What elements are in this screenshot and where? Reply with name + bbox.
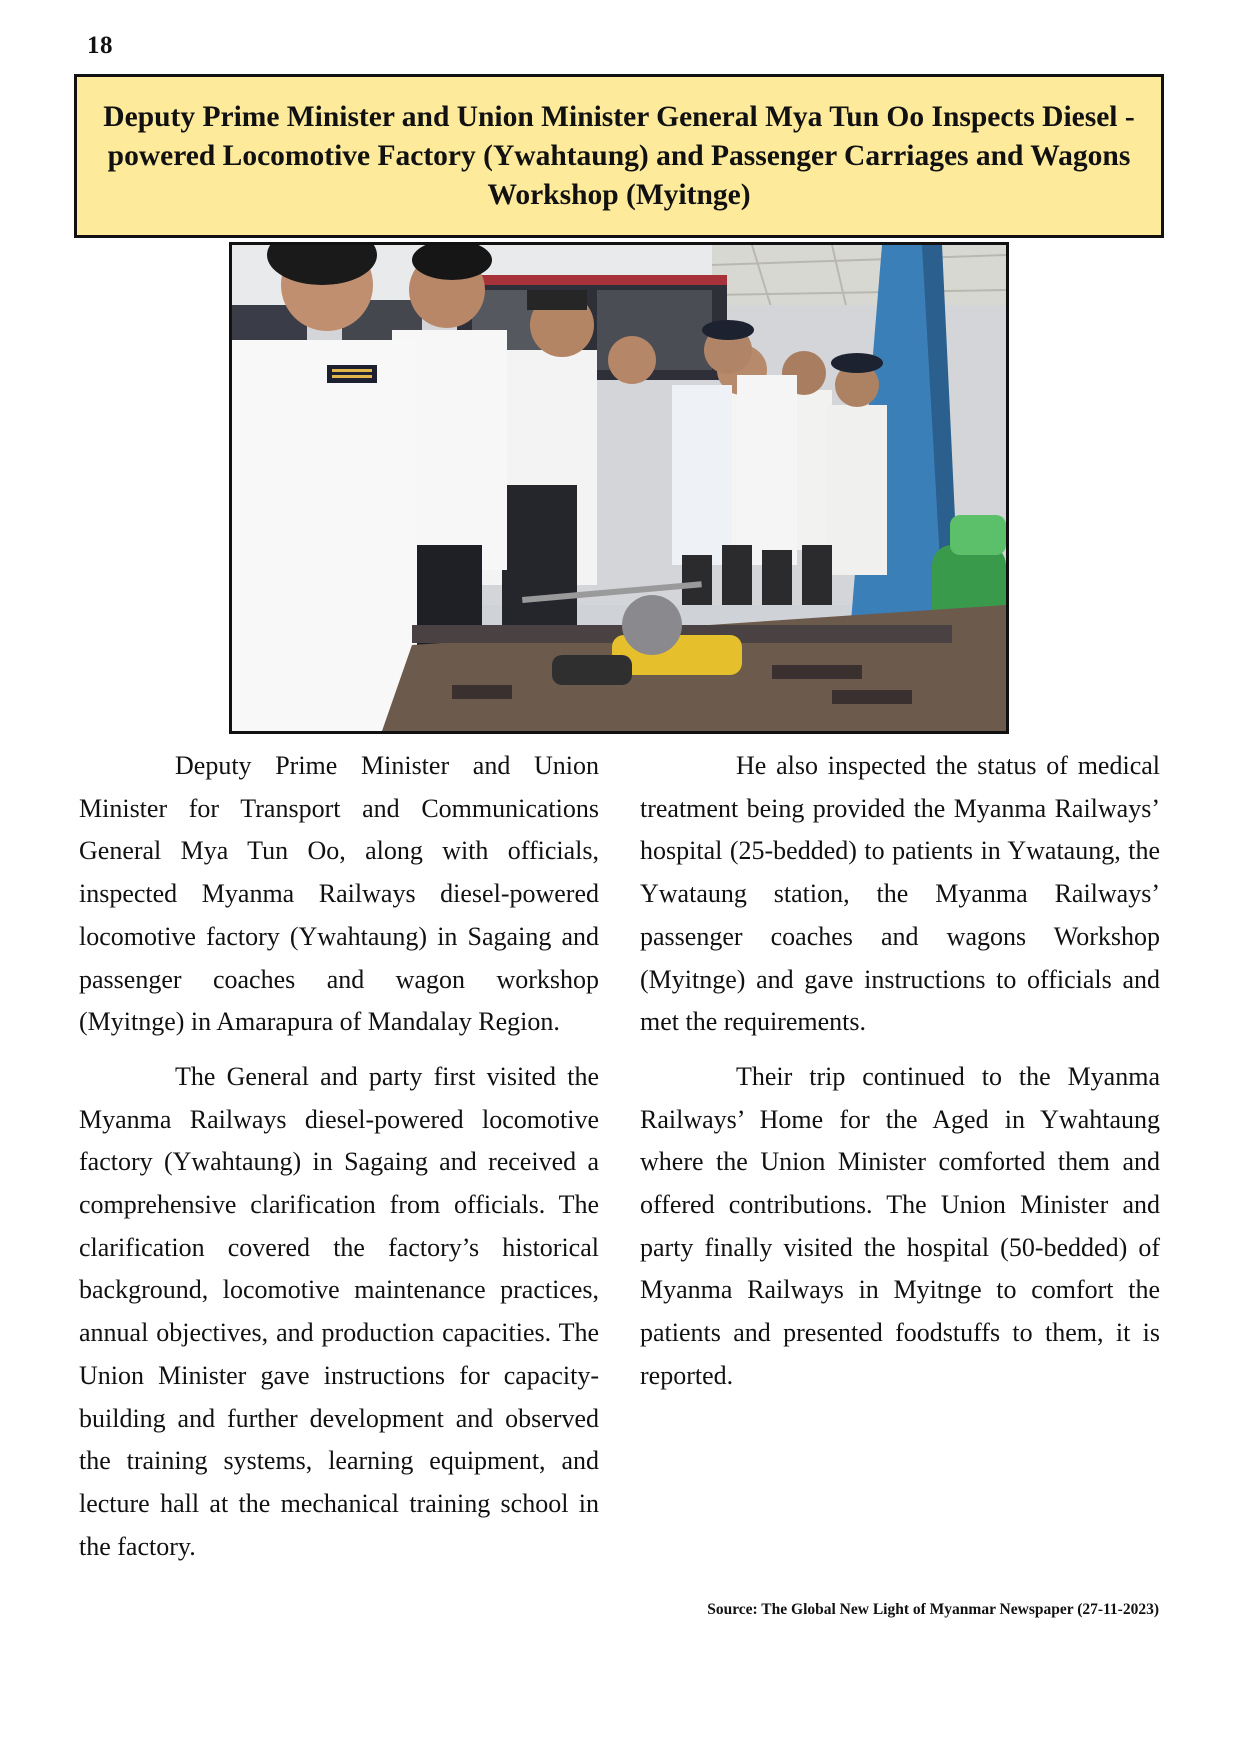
photograph-icon [232,245,1006,731]
paragraph: He also inspected the status of medical treatment being provided the Myanma Railways’ hospital (25-bedded) to patients in Ywataung, the Ywataung station, the Myanma Railways’ passenger coaches and wagons Workshop (Myitnge) and gave instructions to officials and met the requirements. [640,751,1160,1037]
headline: Deputy Prime Minister and Union Minister General Mya Tun Oo Inspects Diesel -powered Locomotive Factory (Ywahtaung) and Passenger Carriages and Wagons Workshop (Myitnge) [103,100,1135,211]
page-number: 18 [87,32,113,59]
headline-box [74,74,1164,238]
right-column [640,745,1160,1410]
source-credit: Source: The Global New Light of Myanmar Newspaper (27-11-2023) [707,1601,1159,1618]
article-photo [229,242,1009,734]
left-column [79,745,599,1580]
paragraph: Their trip continued to the Myanma Railways’ Home for the Aged in Ywahtaung where the Union Minister comforted them and offered contributions. The Union Minister and party finally visited the hospital (50-bedded) of Myanma Railways in Myitnge to comfort the patients and presented foodstuffs to them, it is reported. [640,1061,1160,1390]
paragraph: The General and party first visited the Myanma Railways diesel-powered locomotive factory (Ywahtaung) in Sagaing and received a comprehensive clarification from officials. The clarification covered the factory’s historical background, locomotive maintenance practices, annual objectives, and production capacities. The Union Minister gave instructions for capacity-building and further development and observed the training systems, learning equipment, and lecture hall at the mechanical training school in the factory. [79,1061,599,1561]
paragraph: Deputy Prime Minister and Union Minister for Transport and Communications General Mya Tun Oo, along with officials, inspected Myanma Railways diesel-powered locomotive factory (Ywahtaung) in Sagaing and passenger coaches and wagon workshop (Myitnge) in Amarapura of Mandalay Region. [79,751,599,1037]
